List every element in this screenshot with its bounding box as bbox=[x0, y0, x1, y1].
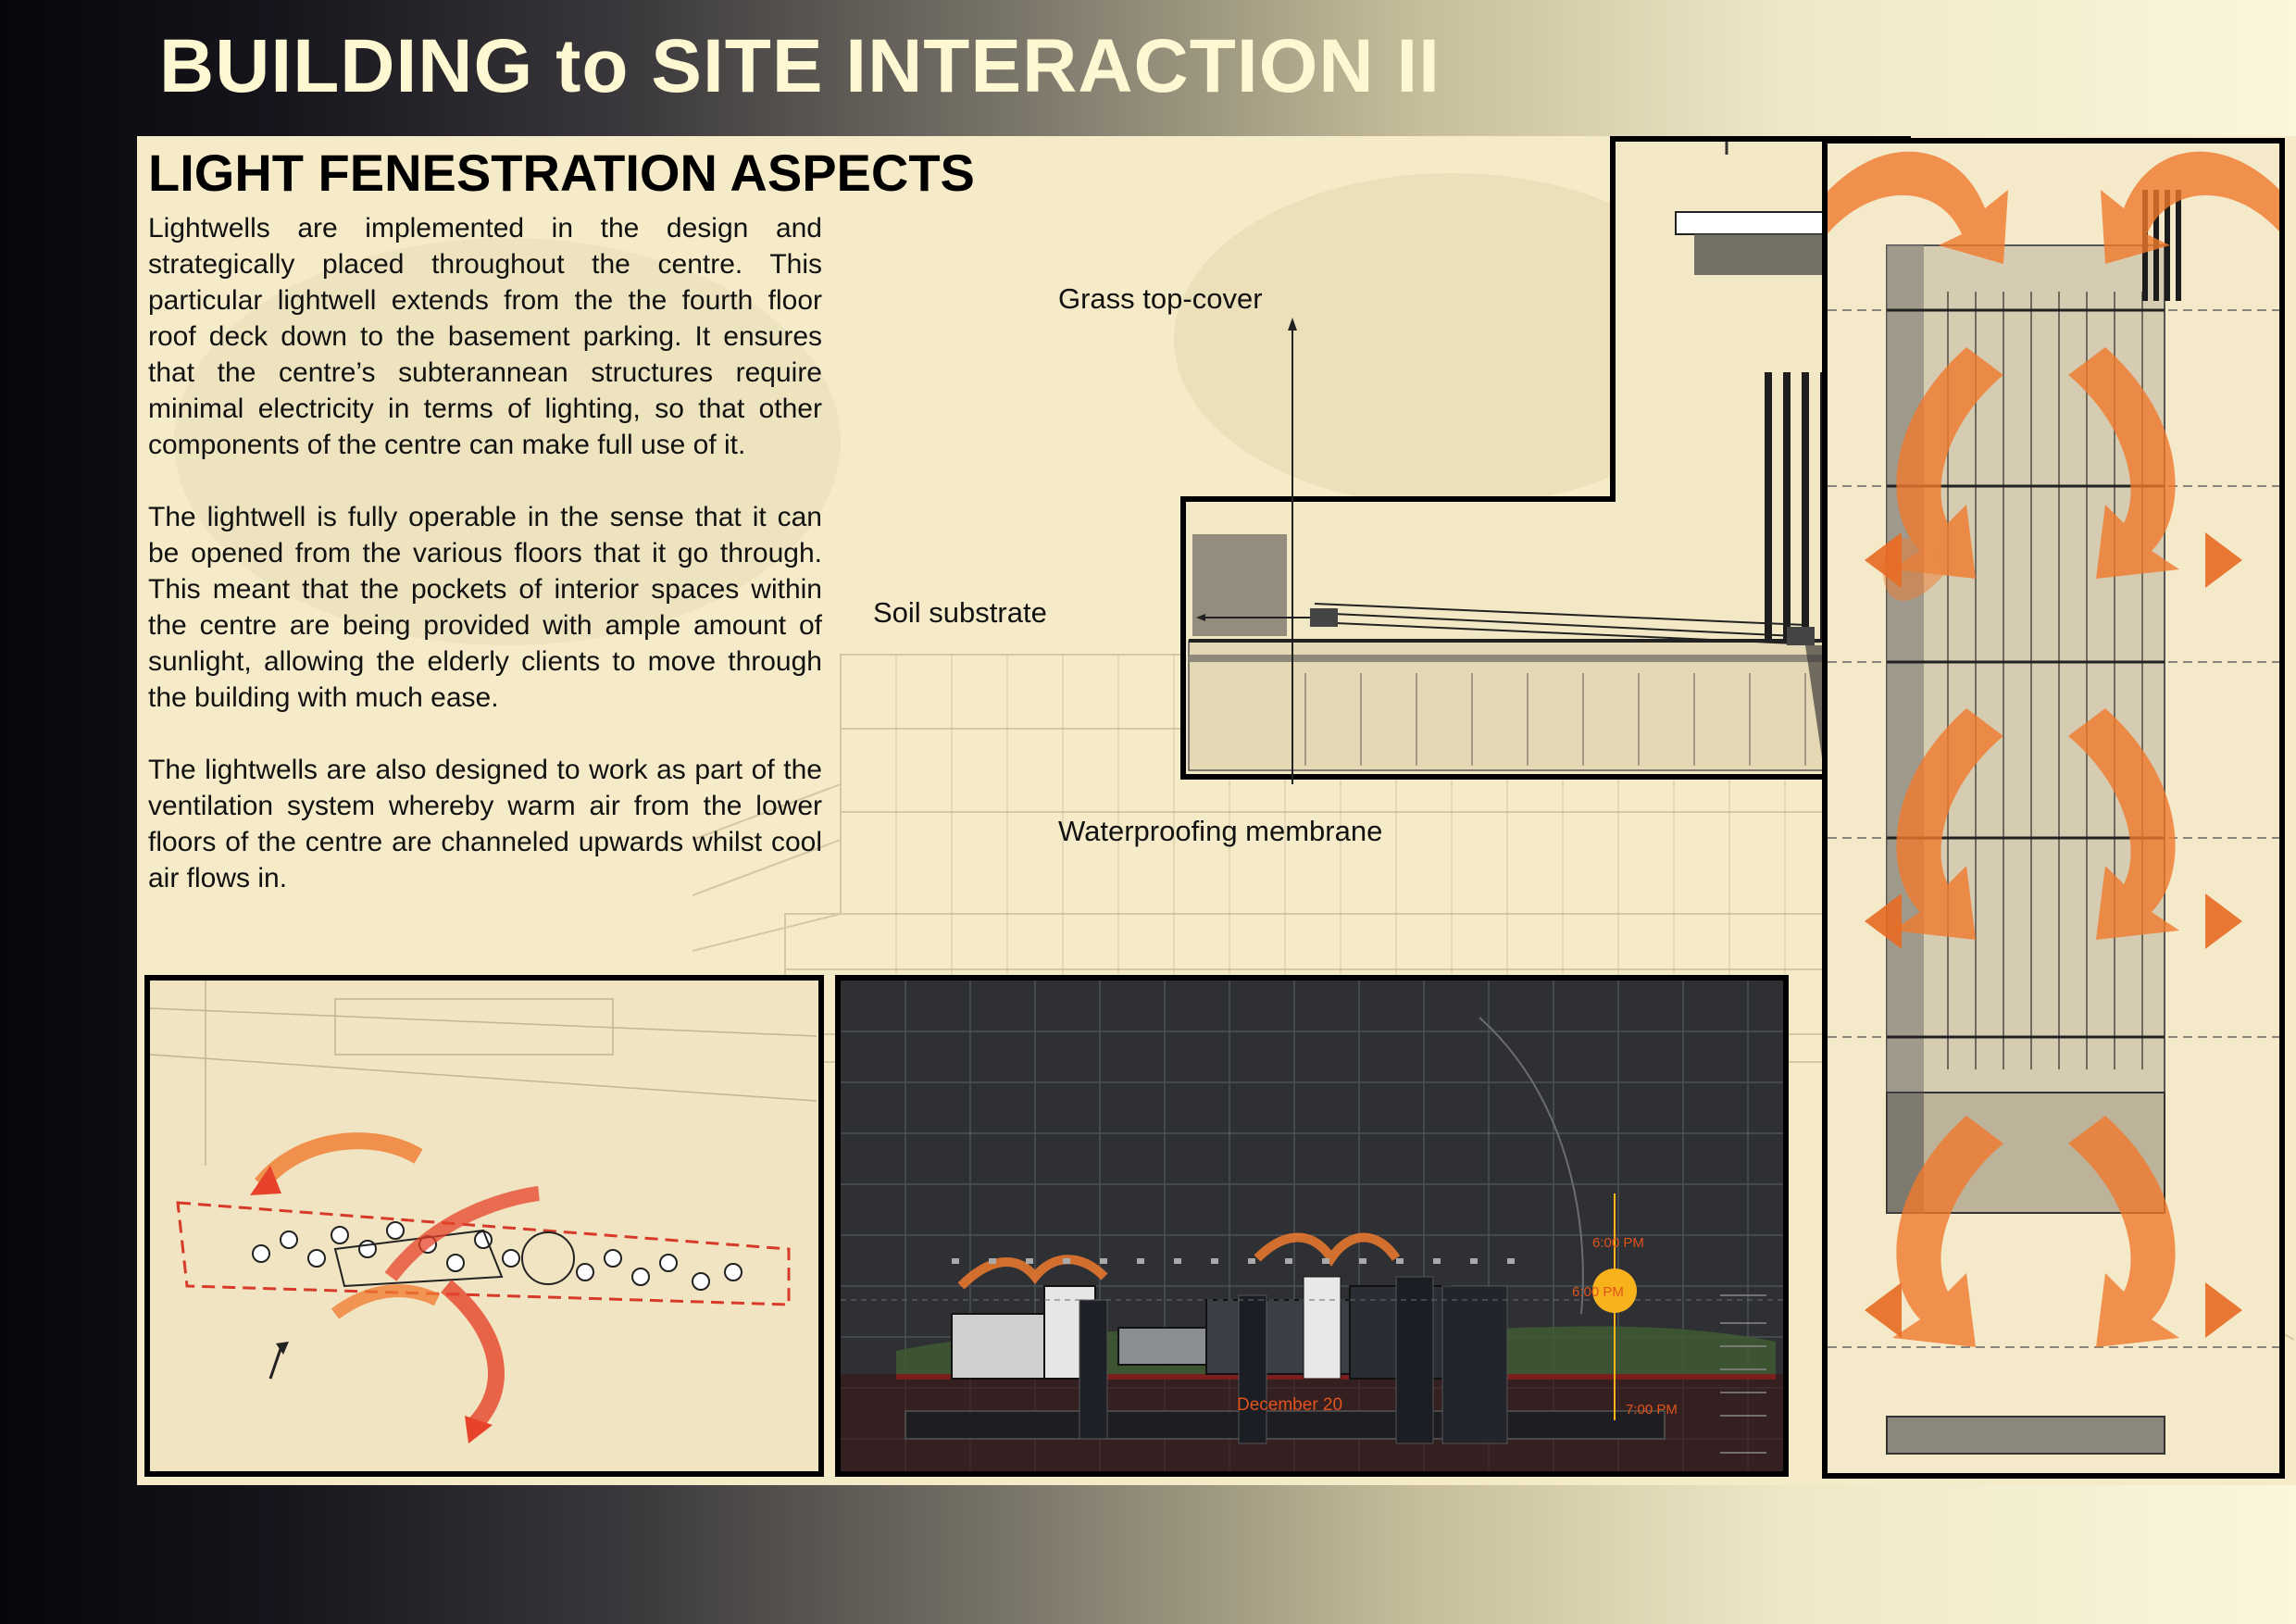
paragraph-3: The lightwells are also designed to work as part of the ventilation system whereby warm air from the lower floors of the centre are channeled upwards whilst cool air flows in. bbox=[148, 755, 822, 893]
sun-study-frame bbox=[835, 975, 1789, 1477]
content-panel bbox=[137, 136, 2296, 1485]
description-text bbox=[148, 210, 822, 932]
lightwell-section-frame bbox=[1822, 138, 2285, 1479]
site-sketch-drawing bbox=[150, 981, 818, 1471]
callout-soil-substrate: Soil substrate bbox=[873, 596, 1047, 629]
callout-waterproofing-membrane: Waterproofing membrane bbox=[1058, 815, 1383, 847]
site-sketch-frame bbox=[144, 975, 824, 1477]
sun-time-label-2: 6:00 PM bbox=[1572, 1284, 1624, 1300]
sun-time-label-3: 7:00 PM bbox=[1626, 1402, 1678, 1418]
callout-grass-top-cover: Grass top-cover bbox=[1058, 282, 1263, 315]
sun-date-label: December 20 bbox=[1237, 1395, 1343, 1415]
paragraph-1: Lightwells are implemented in the design and strategically placed throughout the centre. This particular lightwell extends from the the fourth floor roof deck down to the basement parking. It ensures that the centre’s subterannean structures require minimal electricity in terms of lighting, so that other components of the centre can make full use of it. bbox=[148, 213, 822, 460]
lightwell-section-drawing bbox=[1828, 144, 2279, 1473]
section-title: LIGHT FENESTRATION ASPECTS bbox=[148, 144, 975, 202]
sun-time-label-1: 6:00 PM bbox=[1592, 1235, 1644, 1251]
page-title: BUILDING to SITE INTERACTION II bbox=[159, 24, 1441, 108]
paragraph-2: The lightwell is fully operable in the sense that it can be opened from the various floors that it go through. This meant that the pockets of interior spaces within the centre are being provided with ample amount of sunlight, allowing the elderly clients to move through the building with much ease. bbox=[148, 502, 822, 713]
roof-detail-drawing bbox=[1120, 136, 1918, 784]
